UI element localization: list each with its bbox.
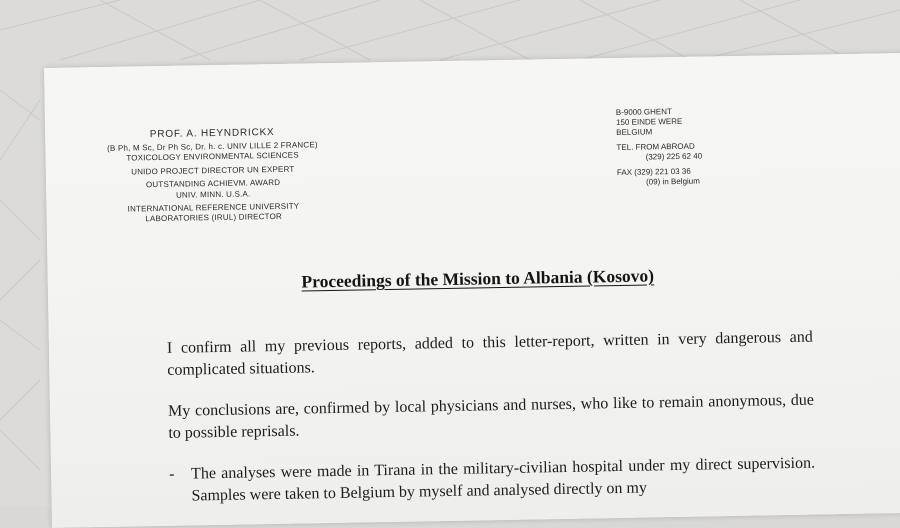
letterhead-line: UNIDO PROJECT DIRECTOR UN EXPERT <box>131 164 295 177</box>
letter-sheet <box>44 53 900 528</box>
telephone-label: TEL. FROM ABROAD <box>616 141 695 153</box>
telephone-number: (329) 225 62 40 <box>645 151 703 162</box>
letterhead-line: UNIV. MINN. U.S.A. <box>175 189 251 200</box>
fax-note: (09) in Belgium <box>646 176 700 187</box>
letterhead-right <box>616 106 757 188</box>
address-line: BELGIUM <box>616 127 653 138</box>
bullet-item <box>169 453 816 508</box>
letterhead-line: INTERNATIONAL REFERENCE UNIVERSITY <box>127 201 300 214</box>
letterhead-line: OUTSTANDING ACHIEVM. AWARD <box>145 178 281 190</box>
letterhead-line: TOXICOLOGY ENVIRONMENTAL SCIENCES <box>126 150 299 163</box>
address-line: 150 EINDE WERE <box>615 116 683 128</box>
body-paragraph: I confirm all my previous reports, added to this letter-report, written in very dangerous and complicated situations. <box>166 328 813 379</box>
bullet-dash: - <box>168 465 175 483</box>
letterhead-line: LABORATORIES (IRUL) DIRECTOR <box>145 212 283 224</box>
document-body <box>167 327 816 508</box>
letterhead-name: PROF. A. HEYNDRICKX <box>149 126 275 141</box>
letterhead-degrees: (B Ph, M Sc, Dr Ph Sc, Dr. h. c. UNIV LILLE 2 FRANCE) <box>107 140 318 153</box>
fax-number: FAX (329) 221 03 36 <box>616 166 691 178</box>
document-title: Proceedings of the Mission to Albania (Kosovo) <box>301 265 655 292</box>
body-paragraph: My conclusions are, confirmed by local physicians and nurses, who like to remain anonymous, due to possible reprisals. <box>167 391 815 442</box>
letterhead-left <box>97 125 329 226</box>
address-line: B-9000 GHENT <box>615 107 672 118</box>
bullet-text: The analyses were made in Tirana in the military-civilian hospital under my direct supervision. Samples were taken to Belgium by myself and analysed directly on my <box>190 454 816 505</box>
